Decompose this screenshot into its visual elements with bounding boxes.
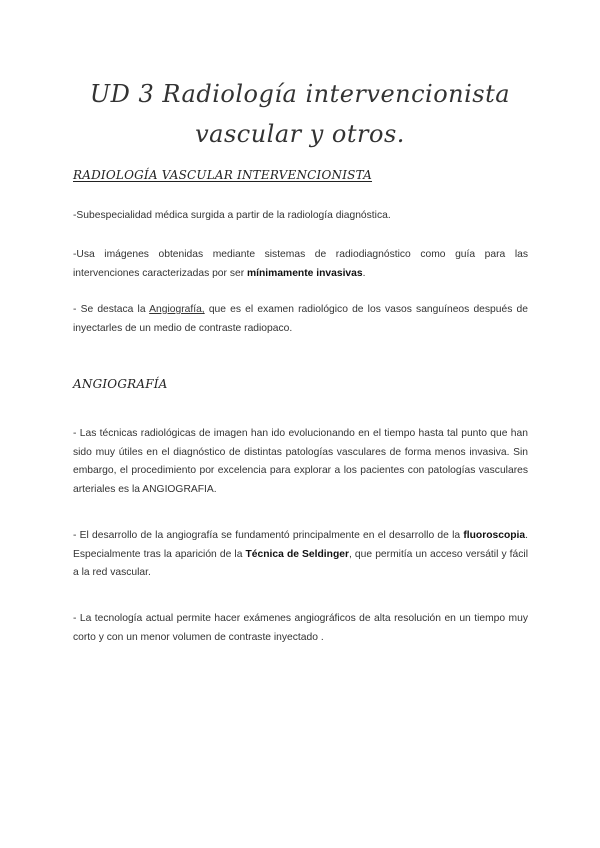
- bold-term-minimamente-invasivas: mínimamente invasivas: [247, 267, 363, 279]
- paragraph-angiografia-definition: [73, 301, 528, 338]
- bold-term-fluoroscopia: fluoroscopia: [463, 530, 526, 541]
- paragraph-subespecialidad: [73, 207, 528, 226]
- paragraph-text: - La tecnología actual permite hacer exámenes angiográficos de alta resolución en un tiempo muy corto y con un menor volumen de contraste inyectado .: [73, 613, 528, 643]
- paragraph-text: .: [362, 267, 366, 279]
- paragraph-text: - Las técnicas radiológicas de imagen han ido evolucionando en el tiempo hasta tal punto que han sido muy útiles en el diagnóstico de distintas patologías vasculares de forma menos invasiva. Sin embargo, el procedimiento por excelencia para explorar a los pacientes con patologías vasculares arteriales es la ANGIOGRAFIA.: [73, 428, 528, 495]
- underlined-term-angiografia: Angiografía,: [149, 304, 205, 315]
- paragraph-tecnologia-actual: [73, 610, 528, 647]
- bold-term-tecnica-seldinger: Técnica de Seldinger: [245, 548, 349, 560]
- paragraph-usa-imagenes: [73, 246, 528, 283]
- document-title: UD 3 Radiología intervencionista vascular y otros.: [89, 80, 511, 148]
- paragraph-tecnicas-radiologicas: [73, 425, 528, 499]
- paragraph-desarrollo-angiografia: [73, 527, 528, 583]
- paragraph-text: - El desarrollo de la angiografía se fundamentó principalmente en el desarrollo de la: [73, 530, 464, 541]
- section-heading-radiologia-vascular: RADIOLOGÍA VASCULAR INTERVENCIONISTA: [73, 168, 373, 182]
- paragraph-text: -Subespecialidad médica surgida a partir de la radiología diagnóstica.: [73, 210, 391, 221]
- section-heading-angiografia: ANGIOGRAFÍA: [73, 377, 168, 391]
- paragraph-text: , que permitía un acceso versátil y fácil a la red vascular.: [73, 548, 528, 578]
- paragraph-text: que es el examen radiológico de los vasos sanguíneos después de inyectarles de un medio de contraste radiopaco.: [73, 304, 528, 334]
- paragraph-text: -Usa imágenes obtenidas mediante sistemas de radiodiagnóstico como guía para las intervenciones caracterizadas por ser: [73, 249, 528, 279]
- paragraph-text: - Se destaca la: [73, 304, 150, 315]
- paragraph-text: . Especialmente tras la aparición de la: [73, 530, 528, 560]
